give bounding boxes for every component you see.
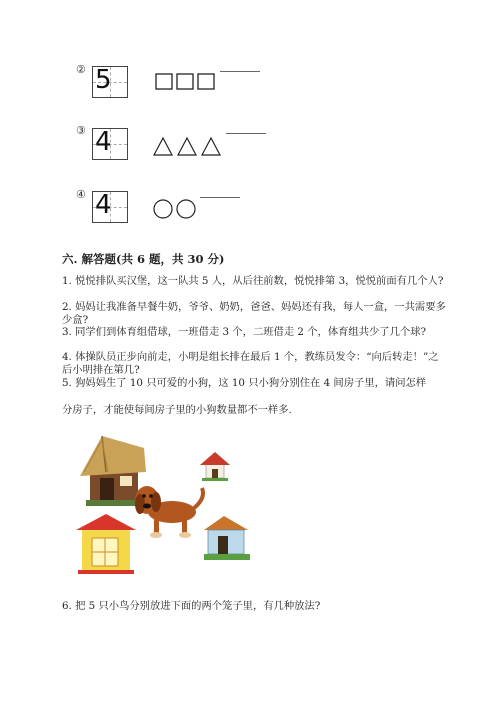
question-3: 3. 同学们到体育组借球，一班借走 3 个，二班借走 2 个，体育组共少了几个球? (62, 326, 427, 338)
square-shape (177, 74, 193, 89)
question-5-line-1: 5. 狗妈妈生了 10 只可爱的小狗，这 10 只小狗分别住在 4 间房子里，请问怎样 (62, 377, 427, 389)
small-house-icon (200, 452, 230, 481)
item-4-answer-blank[interactable] (200, 197, 240, 198)
item-2-number-box (92, 66, 128, 98)
item-2-mark: ② (76, 63, 86, 76)
item-4-number: 4 (95, 190, 112, 220)
item-3-answer-blank[interactable] (226, 133, 266, 134)
triangle-shape (154, 138, 172, 155)
item-4-circles (152, 198, 200, 220)
dog-houses-illustration (72, 432, 257, 582)
item-4-mark: ④ (76, 188, 86, 201)
square-shape (156, 74, 172, 89)
question-1: 1. 悦悦排队买汉堡，这一队共 5 人，从后往前数，悦悦排第 3，悦悦前面有几个人? (62, 275, 444, 287)
circle-shape (154, 200, 172, 218)
item-3-number-box (92, 128, 128, 160)
item-2-number: 5 (95, 65, 112, 95)
item-3-number: 4 (95, 127, 112, 157)
item-2-squares (155, 73, 217, 91)
yellow-house-icon (76, 514, 136, 574)
section-heading: 六. 解答题(共 6 题，共 30 分) (62, 252, 225, 266)
question-4: 4. 体操队员正步向前走，小明是组长排在最后 1 个，教练员发令：“向后转走！”之后小明排在第几? (62, 351, 439, 376)
item-3-triangles (152, 136, 224, 158)
triangle-shape (178, 138, 196, 155)
circle-shape (177, 200, 195, 218)
question-6: 6. 把 5 只小鸟分别放进下面的两个笼子里，有几种放法? (62, 600, 321, 612)
item-4-number-box (92, 191, 128, 223)
dog-icon (135, 486, 203, 538)
question-5-line-2: 分房子，才能使每间房子里的小狗数量都不一样多. (62, 404, 292, 416)
item-3-mark: ③ (76, 124, 86, 137)
question-2: 2. 妈妈让我准备早餐牛奶，爷爷、奶奶，爸爸、妈妈还有我，每人一盒，一共需要多少盒? (62, 301, 446, 326)
blue-house-icon (204, 516, 250, 560)
item-2-answer-blank[interactable] (220, 71, 260, 72)
square-shape (198, 74, 214, 89)
triangle-shape (202, 138, 220, 155)
